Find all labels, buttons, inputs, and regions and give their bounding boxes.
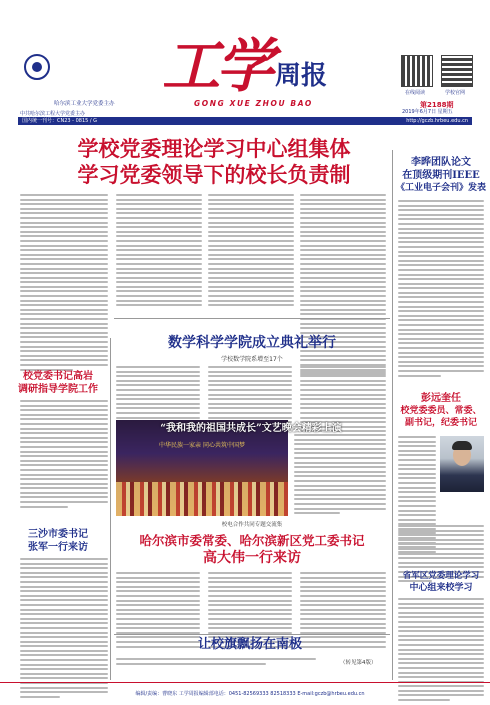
article-2-headline: 数学科学学院成立典礼举行 — [168, 335, 336, 351]
info-bar — [18, 117, 472, 125]
lead-headline-line-1: 学校党委理论学习中心组集体 — [77, 136, 351, 161]
left-story-2-title-line-2: 张军一行来访 — [28, 542, 88, 553]
masthead-pinyin: GONG XUE ZHOU BAO — [194, 99, 313, 108]
lead-body-col-2 — [116, 194, 202, 309]
lead-body-col-3 — [208, 194, 294, 309]
masthead — [0, 0, 490, 148]
website[interactable]: http://gczb.hrbeu.edu.cn — [406, 118, 468, 124]
footer-bar — [0, 682, 490, 705]
left-story-2-title-line-1: 三沙市委书记 — [28, 529, 88, 540]
issue-date: 2019年6月7日 星期五 — [402, 109, 453, 115]
cn-number: 国内统一刊号：CN23 - 0815 / G — [22, 118, 98, 124]
lead-headline — [44, 136, 384, 188]
left-story-1-title — [8, 370, 108, 396]
article-3-headline-line-1: 哈尔滨市委常委、哈尔滨新区党工委书记 — [139, 533, 365, 548]
left-divider — [110, 338, 111, 680]
article-2-subhead: 学校数学院系增至17个 — [221, 356, 283, 363]
bottom-story-continued[interactable]: （转见第4版） — [340, 660, 377, 666]
photo-banner: 中华民族一家亲 同心共筑中国梦 — [159, 442, 245, 449]
sidebar-story-2-title-line-1: 彭远奎任 — [421, 393, 461, 404]
article-2-rule — [114, 318, 390, 319]
qr-label-reading: 在线阅读 — [405, 90, 426, 96]
sidebar-divider — [392, 150, 393, 680]
sidebar-story-1-body — [398, 200, 484, 379]
sidebar-story-1-title-line-2: 在顶级期刊IEEE — [402, 170, 480, 181]
lead-headline-line-2: 学习党委领导下的校长负责制 — [77, 162, 351, 187]
photo-caption: 校电合作共同专题交流集 — [221, 522, 283, 528]
photo-side-text — [294, 434, 386, 517]
left-story-1-body — [20, 400, 108, 510]
qr-code-website-icon[interactable] — [442, 56, 472, 86]
left-story-1-title-line-1: 校党委书记高岩 — [23, 371, 93, 382]
sidebar-story-3-title — [396, 570, 486, 594]
article-3-headline — [114, 532, 390, 567]
sidebar-story-1-title-line-1: 李晔团队论文 — [411, 157, 471, 168]
masthead-title-brand: 工学 — [162, 32, 271, 100]
sidebar-story-3-title-line-1: 省军区党委理论学习 — [402, 571, 480, 581]
qr-label-website: 学校官网 — [445, 90, 466, 96]
bottom-story-headline: 让校旗飘扬在南极 — [197, 637, 302, 652]
left-story-1-title-line-2: 调研指导学院工作 — [18, 384, 98, 395]
sidebar-story-1-title — [396, 156, 486, 195]
masthead-title-suffix: 周报 — [275, 61, 328, 91]
footer-text: 编辑/责编：曹晓东 工学周报编辑部电话：0451-82569333 82518333 E-mail:gczb@hrbeu.edu.cn — [135, 691, 365, 697]
left-story-2-title — [8, 528, 108, 554]
portrait-photo — [440, 436, 484, 492]
sidebar-story-2-title-line-3: 副书记，纪委书记 — [404, 418, 477, 428]
bottom-story-body — [116, 658, 316, 667]
photo-stage-performers — [116, 482, 288, 516]
sidebar-story-3-title-line-2: 中心组来校学习 — [409, 583, 473, 593]
sidebar-story-1-title-line-3: 《工业电子会刊》发表 — [396, 183, 487, 193]
bottom-story-rule — [114, 634, 390, 635]
school-emblem-icon — [24, 54, 50, 80]
left-story-2-body — [20, 558, 108, 700]
article-3-headline-line-2: 高大伟一行来访 — [203, 550, 301, 566]
sidebar-story-2-title — [396, 392, 486, 429]
lead-body-col-1 — [20, 194, 108, 373]
sidebar-story-2-title-line-2: 校党委委员、常委、 — [400, 406, 482, 416]
qr-code-reading-icon[interactable] — [402, 56, 432, 86]
publisher-line: 中共哈尔滨工程大学党委主办 — [20, 111, 86, 117]
photo-caption-title: “我和我的祖国共成长”文艺晚会精彩上演 — [160, 423, 342, 434]
issue-number: 第2188期 — [420, 101, 454, 109]
sponsor-name: 哈尔滨工业大学党委主办 — [54, 101, 115, 107]
